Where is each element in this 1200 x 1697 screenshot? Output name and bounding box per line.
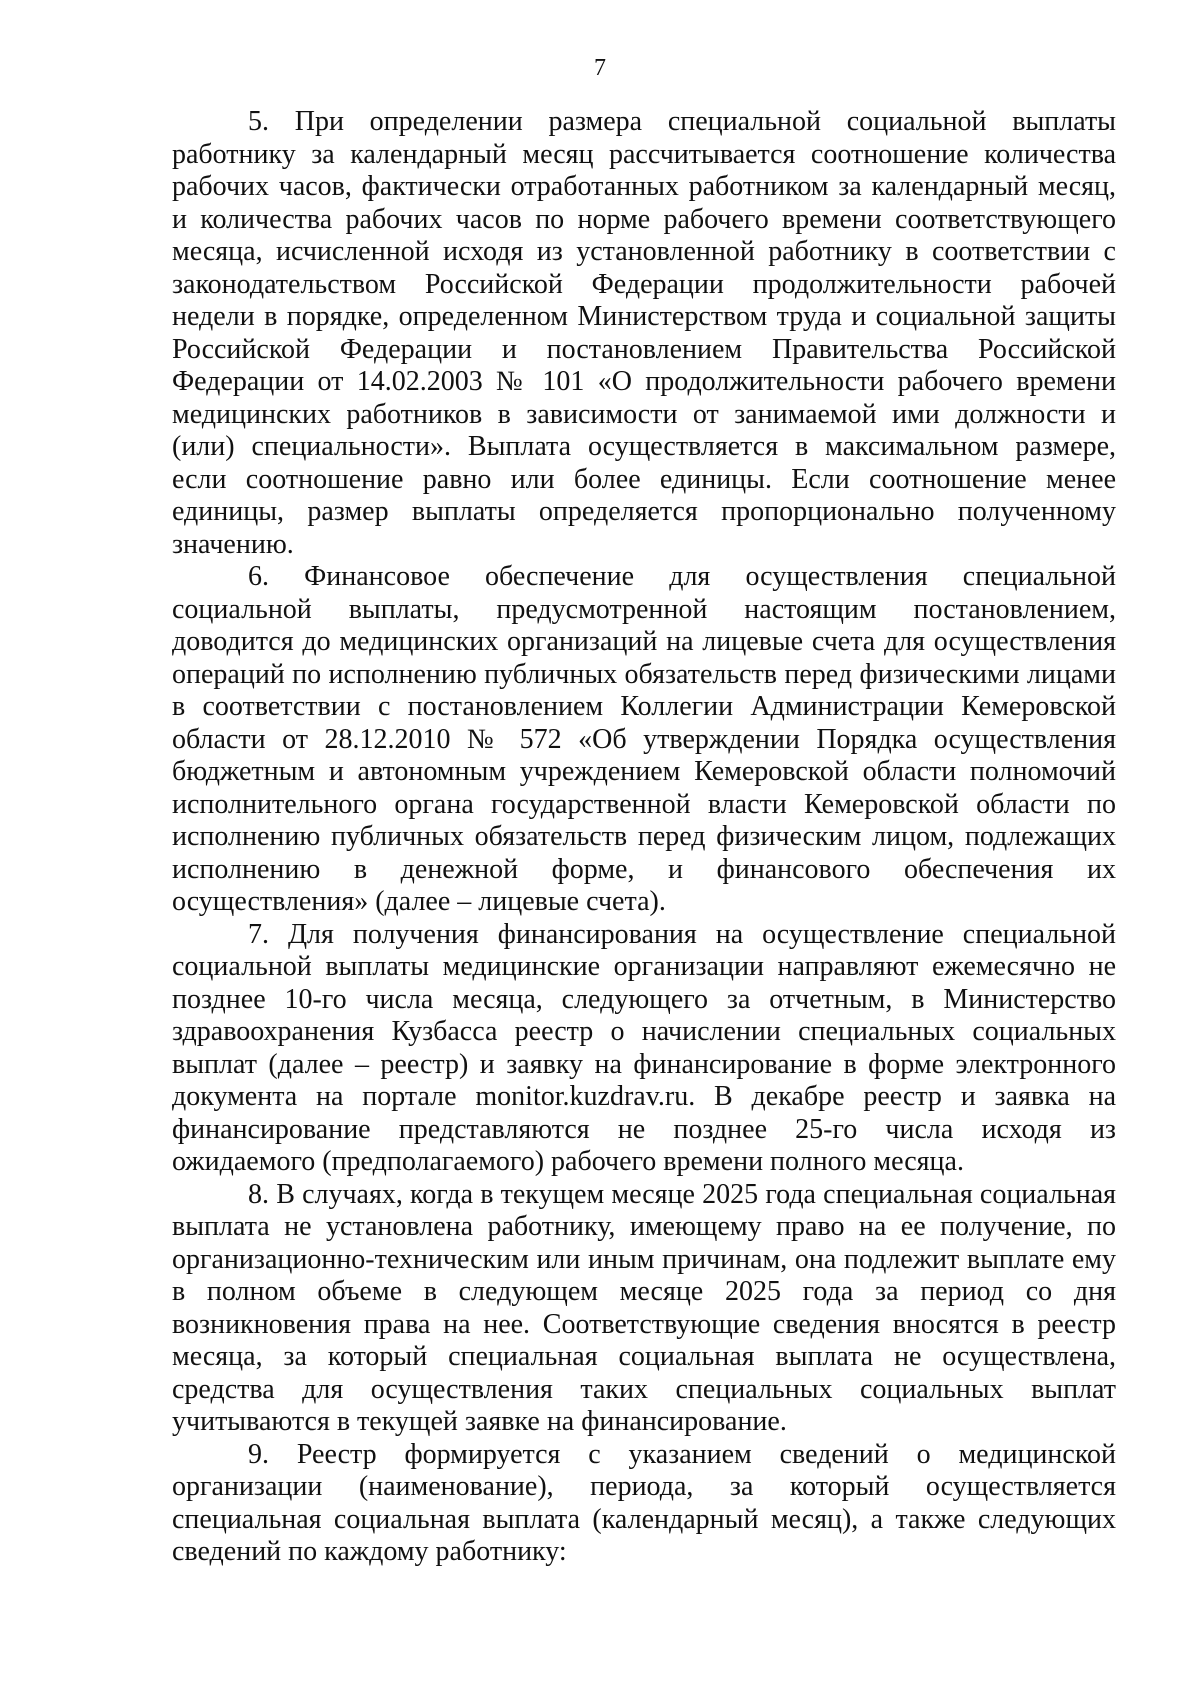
paragraph-8: 8. В случаях, когда в текущем месяце 2025 года специальная социальная выплата не установлена работнику, имеющему право на ее получение, по организационно-техническим или иным причинам, она подлежит выплате ему в полном объеме в следующем месяце 2025 года за период со дня возникновения права на нее. Соответствующие сведения вносятся в реестр месяца, за который специальная социальная выплата не осуществлена, средства для осуществления таких специальных социальных выплат учитываются в текущей заявке на финансирование. bbox=[172, 1178, 1116, 1437]
page-number: 7 bbox=[594, 55, 606, 81]
paragraph-9: 9. Реестр формируется с указанием сведений о медицинской организации (наименование), периода, за который осуществляется специальная социальная выплата (календарный месяц), а также следующих сведений по каждому работнику: bbox=[172, 1438, 1116, 1567]
paragraph-5: 5. При определении размера специальной социальной выплаты работнику за календарный месяц рассчитывается соотношение количества рабочих часов, фактически отработанных работником за календарный месяц, и количества рабочих часов по норме рабочего времени соответствующего месяца, исчисленной исходя из установленной работнику в соответствии с законодательством Российской Федерации продолжительности рабочей недели в порядке, определенном Министерством труда и социальной защиты Российской Федерации и постановлением Правительства Российской Федерации от 14.02.2003 № 101 «О продолжительности рабочего времени медицинских работников в зависимости от занимаемой ими должности и (или) специальности». Выплата осуществляется в максимальном размере, если соотношение равно или более единицы. Если соотношение менее единицы, размер выплаты определяется пропорционально полученному значению. bbox=[172, 106, 1116, 560]
paragraph-6: 6. Финансовое обеспечение для осуществления специальной социальной выплаты, предусмотренной настоящим постановлением, доводится до медицинских организаций на лицевые счета для осуществления операций по исполнению публичных обязательств перед физическими лицами в соответствии с постановлением Коллегии Администрации Кемеровской области от 28.12.2010 № 572 «Об утверждении Порядка осуществления бюджетным и автономным учреждением Кемеровской области полномочий исполнительного органа государственной власти Кемеровской области по исполнению публичных обязательств перед физическим лицом, подлежащих исполнению в денежной форме, и финансового обеспечения их осуществления» (далее – лицевые счета). bbox=[172, 561, 1116, 917]
document-body bbox=[172, 106, 1116, 1569]
paragraph-7: 7. Для получения финансирования на осуществление специальной социальной выплаты медицинские организации направляют ежемесячно не позднее 10-го числа месяца, следующего за отчетным, в Министерство здравоохранения Кузбасса реестр о начислении специальных социальных выплат (далее – реестр) и заявку на финансирование в форме электронного документа на портале monitor.kuzdrav.ru. В декабре реестр и заявка на финансирование представляются не позднее 25-го числа исходя из ожидаемого (предполагаемого) рабочего времени полного месяца. bbox=[172, 918, 1116, 1177]
